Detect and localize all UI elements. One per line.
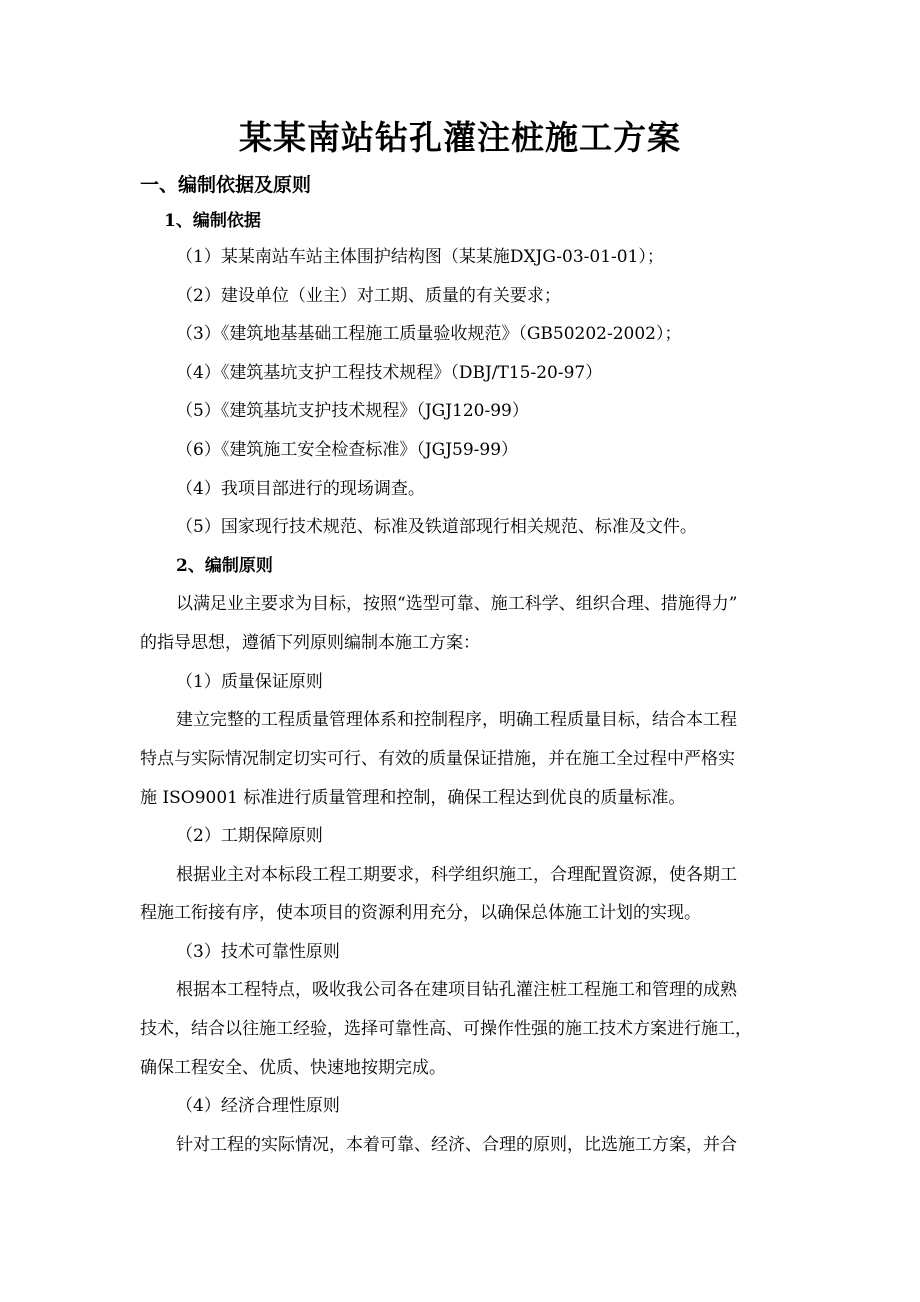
principle-heading: （2）工期保障原则 bbox=[176, 826, 323, 846]
basis-item: （2）建设单位（业主）对工期、质量的有关要求； bbox=[176, 286, 561, 306]
principle-heading: （1）质量保证原则 bbox=[176, 672, 323, 692]
paragraph-line: 根据本工程特点，吸收我公司各在建项目钻孔灌注桩工程施工和管理的成熟 bbox=[176, 980, 737, 1000]
paragraph-line: 的指导思想，遵循下列原则编制本施工方案： bbox=[140, 633, 480, 653]
basis-item: （1）某某南站车站主体围护结构图（某某施DXJG-03-01-01）； bbox=[176, 247, 664, 267]
paragraph-line: 针对工程的实际情况，本着可靠、经济、合理的原则，比选施工方案，并合 bbox=[176, 1135, 737, 1155]
paragraph-line: 根据业主对本标段工程工期要求，科学组织施工，合理配置资源，使各期工 bbox=[176, 865, 737, 885]
basis-item: （5）国家现行技术规范、标准及铁道部现行相关规范、标准及文件。 bbox=[176, 517, 697, 537]
document-title: 某某南站钻孔灌注桩施工方案 bbox=[239, 118, 681, 157]
paragraph-line: 确保工程安全、优质、快速地按期完成。 bbox=[140, 1058, 446, 1078]
paragraph-line: 技术，结合以往施工经验，选择可靠性高、可操作性强的施工技术方案进行施工， bbox=[140, 1019, 752, 1039]
section-heading: 一、编制依据及原则 bbox=[140, 174, 312, 196]
paragraph-line: 施 ISO9001 标准进行质量管理和控制，确保工程达到优良的质量标准。 bbox=[140, 788, 686, 808]
paragraph-line: 特点与实际情况制定切实可行、有效的质量保证措施，并在施工全过程中严格实 bbox=[140, 749, 735, 769]
basis-item: （4）《建筑基坑支护工程技术规程》（DBJ/T15-20-97） bbox=[176, 363, 603, 383]
basis-item: （4）我项目部进行的现场调查。 bbox=[176, 479, 425, 499]
paragraph-line: 程施工衔接有序，使本项目的资源利用充分，以确保总体施工计划的实现。 bbox=[140, 903, 701, 923]
basis-item: （3）《建筑地基基础工程施工质量验收规范》（GB50202-2002）； bbox=[176, 324, 682, 344]
basis-item: （5）《建筑基坑支护技术规程》（JGJ120-99） bbox=[176, 401, 529, 421]
principle-heading: （3）技术可靠性原则 bbox=[176, 942, 340, 962]
paragraph-line: 以满足业主要求为目标，按照“选型可靠、施工科学、组织合理、措施得力” bbox=[176, 594, 738, 614]
subsection-heading: 2、编制原则 bbox=[176, 556, 273, 576]
basis-item: （6）《建筑施工安全检查标准》（JGJ59-99） bbox=[176, 440, 519, 460]
subsection-heading: 1、编制依据 bbox=[164, 211, 261, 231]
paragraph-line: 建立完整的工程质量管理体系和控制程序，明确工程质量目标，结合本工程 bbox=[176, 710, 737, 730]
principle-heading: （4）经济合理性原则 bbox=[176, 1096, 340, 1116]
